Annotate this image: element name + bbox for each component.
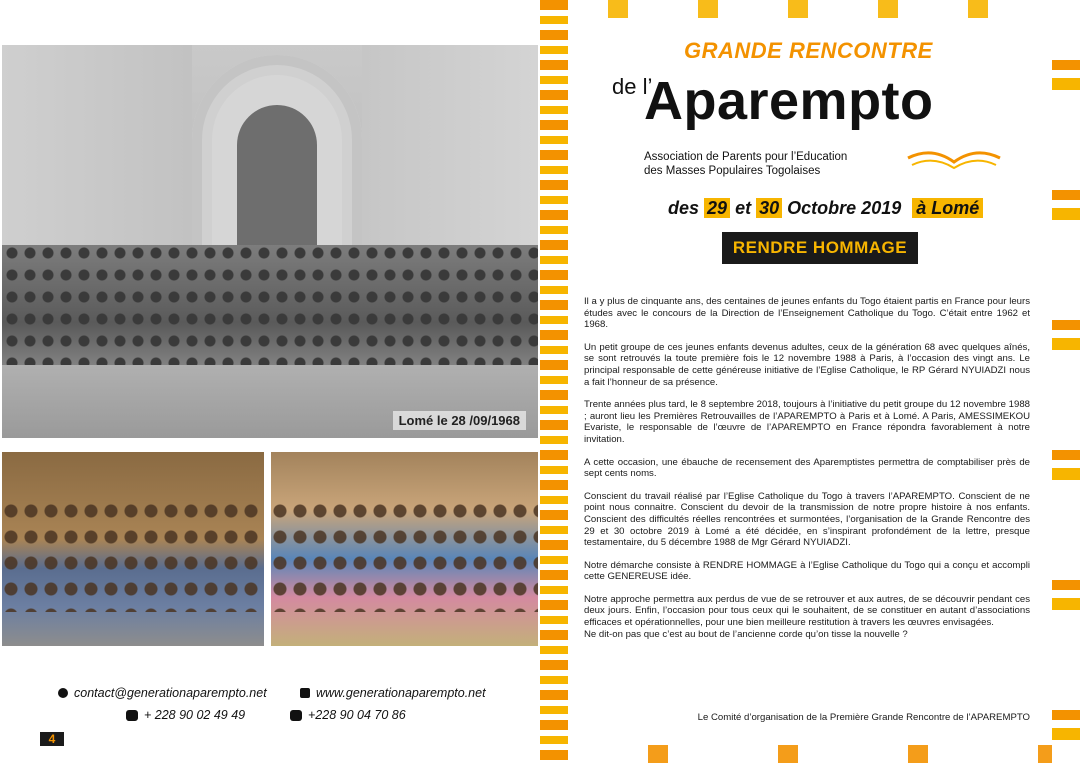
assoc-line-1: Association de Parents pour l’Education (644, 151, 848, 163)
crowd (2, 245, 538, 375)
signature: Le Comité d’organisation de la Première Grande Rencontre de l’APAREMPTO (697, 712, 1030, 723)
phone2-text: +228 90 04 70 86 (308, 708, 406, 722)
phone-icon (126, 710, 138, 721)
globe-icon (300, 688, 310, 698)
dates-mid: et (735, 198, 752, 218)
historic-group-photo (2, 45, 538, 438)
crowd (271, 502, 538, 612)
event-place: à Lomé (912, 198, 983, 218)
decorative-border-bottom (568, 745, 1052, 763)
assoc-line-2: des Masses Populaires Togolaises (644, 165, 821, 177)
decorative-border-top (568, 0, 1052, 18)
contact-phone-1[interactable] (126, 708, 245, 722)
email-text: contact@generationaparempto.net (74, 686, 267, 700)
paragraph: Conscient du travail réalisé par l’Eglise Catholique du Togo à travers l’APAREMPTO. Conscient de ne point nous connaitre. Conscient du devoir de la transmission de notre propre histoire à nos enfants. Conscient des difficultés réelles rencontrées et surmontées, l’organisation de la Grande Rencontre des 29 et 30 octobre 2019 à Lomé a été décidée, en s’inspirant profondément de la lettre, presque testamentaire, du 5 décembre 1988 de Mgr Gérard NYUIADZI. (584, 490, 1030, 549)
phone1-text: + 228 90 02 49 49 (144, 708, 246, 722)
right-page (540, 0, 1080, 763)
paragraph: Un petit groupe de ces jeunes enfants devenus adultes, ceux de la génération 68 avec quelques aînés, se sont retrouvés la toute première fois le 12 novembre 1988 à Paris, à l’occasion des vingt ans. Le principal responsable de cette généreuse initiative de l’Eglise Catholique, le RP Gérard NYUIADZI nous a fait l’honneur de sa présence. (584, 341, 1030, 388)
title-grande-rencontre: GRANDE RENCONTRE (684, 38, 933, 63)
crowd (2, 502, 264, 612)
open-book-icon (906, 138, 1002, 172)
dates-prefix: des (668, 198, 700, 218)
date-29: 29 (704, 198, 730, 218)
contact-phone-2[interactable] (290, 708, 406, 722)
paragraph: Notre approche permettra aux perdus de vue de se retrouver et aux autres, de se découvrir pendant ces deux jours. Enfin, l’occasion pour tous ceux qui le souhaitent, de se constituer en autant d’associations efficaces et opérationnelles, pour une bien meilleure restitution à travers les œuvres envisagées. Ne dit-on pas que c’est au bout de l’ancienne corde qu’on tisse la nouvelle ? (584, 593, 1030, 640)
photo-caption: Lomé le 28 /09/1968 (393, 411, 526, 430)
phone-icon (290, 710, 302, 721)
contact-website[interactable] (300, 686, 486, 700)
paragraph: Notre démarche consiste à RENDRE HOMMAGE à l’Eglise Catholique du Togo qui a conçu et accompli cette GENEREUSE idée. (584, 559, 1030, 583)
event-dates (668, 198, 983, 219)
dates-suffix: Octobre 2019 (787, 198, 902, 218)
association-fullname (644, 150, 847, 178)
decorative-border-left (540, 0, 568, 763)
paragraph: Il a y plus de cinquante ans, des centaines de jeunes enfants du Togo étaient partis en France pour leurs études avec le concours de la Direction de l’Enseignement Catholique du Togo. C’était entre 1962 et 1968. (584, 296, 1030, 331)
decorative-border-right (1052, 0, 1080, 763)
title-de: de l’ (612, 74, 653, 99)
rendre-hommage-banner: RENDRE HOMMAGE (722, 232, 918, 264)
group-photo-women (271, 452, 538, 646)
paragraph: A cette occasion, une ébauche de recensement des Aparemptistes permettra de comptabiliser près de sept cents noms. (584, 456, 1030, 480)
date-30: 30 (756, 198, 782, 218)
brand-logo-text: Aparempto (644, 71, 934, 131)
website-text: www.generationaparempto.net (316, 686, 486, 700)
paragraph: Trente années plus tard, le 8 septembre 2018, toujours à l’initiative du petit groupe du 12 novembre 1988 ; auront lieu les Premières Retrouvailles de l’APAREMPTO à Paris et à Lomé. A Paris, AMESSIMEKOU Evariste, le responsable de l’œuvre de l’APAREMPTO en France répondra favorablement à notre invitation. (584, 399, 1030, 445)
article-body (584, 296, 1030, 651)
group-photo-cathedral (2, 452, 264, 646)
email-icon (58, 688, 68, 698)
church-door (237, 105, 317, 265)
page-number: 4 (40, 732, 64, 746)
contact-email[interactable] (58, 686, 267, 700)
